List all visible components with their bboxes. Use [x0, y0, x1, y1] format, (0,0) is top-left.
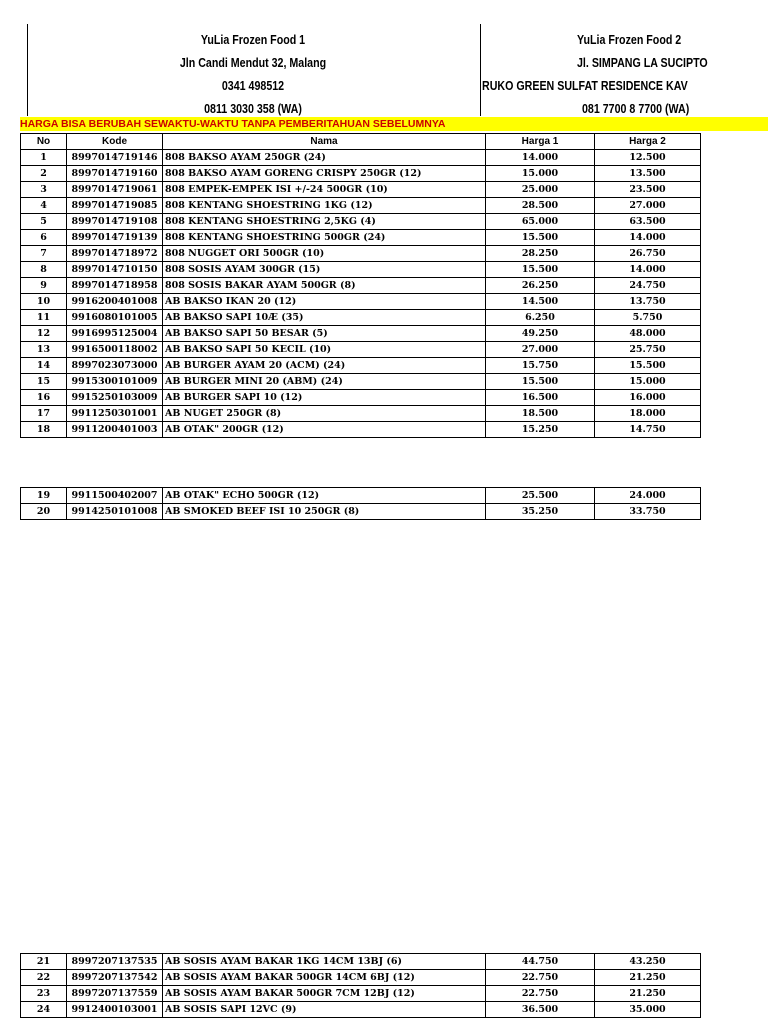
cell-no: 3 [21, 182, 67, 198]
cell-harga-1: 14.500 [486, 294, 595, 310]
table-row [21, 504, 701, 520]
cell-kode: 9916080101005 [67, 310, 163, 326]
cell-no: 7 [21, 246, 67, 262]
price-table-3 [20, 953, 701, 1018]
table-row [21, 182, 701, 198]
store-2-address-2: RUKO GREEN SULFAT RESIDENCE KAV [482, 78, 688, 93]
cell-no: 4 [21, 198, 67, 214]
cell-harga-2: 48.000 [595, 326, 701, 342]
cell-no: 22 [21, 970, 67, 986]
cell-kode: 9911250301001 [67, 406, 163, 422]
cell-harga-1: 15.500 [486, 374, 595, 390]
table-row [21, 198, 701, 214]
cell-harga-1: 26.250 [486, 278, 595, 294]
store-2-whatsapp: 081 7700 8 7700 (WA) [582, 101, 690, 116]
cell-kode: 8997207137542 [67, 970, 163, 986]
cell-no: 10 [21, 294, 67, 310]
store-2-info [482, 28, 768, 120]
cell-kode: 9916200401008 [67, 294, 163, 310]
cell-harga-2: 15.000 [595, 374, 701, 390]
cell-kode: 8997014719108 [67, 214, 163, 230]
table-row [21, 390, 701, 406]
cell-harga-2: 18.000 [595, 406, 701, 422]
cell-nama: AB BAKSO SAPI 50 KECIL (10) [163, 342, 486, 358]
cell-no: 24 [21, 1002, 67, 1018]
cell-no: 18 [21, 422, 67, 438]
table-row [21, 358, 701, 374]
cell-harga-2: 15.500 [595, 358, 701, 374]
table-header-row [21, 134, 701, 150]
cell-harga-1: 28.250 [486, 246, 595, 262]
store-1-whatsapp: 0811 3030 358 (WA) [204, 101, 302, 116]
cell-harga-1: 15.750 [486, 358, 595, 374]
cell-harga-1: 6.250 [486, 310, 595, 326]
cell-no: 20 [21, 504, 67, 520]
table-row [21, 326, 701, 342]
cell-harga-1: 15.000 [486, 166, 595, 182]
table-row [21, 294, 701, 310]
cell-nama: 808 SOSIS BAKAR AYAM 500GR (8) [163, 278, 486, 294]
cell-kode: 9915300101009 [67, 374, 163, 390]
table-row [21, 422, 701, 438]
table-row [21, 954, 701, 970]
cell-harga-1: 22.750 [486, 970, 595, 986]
cell-nama: AB SOSIS AYAM BAKAR 500GR 7CM 12BJ (12) [163, 986, 486, 1002]
cell-harga-2: 26.750 [595, 246, 701, 262]
price-table-1 [20, 133, 701, 438]
cell-no: 6 [21, 230, 67, 246]
cell-harga-1: 25.000 [486, 182, 595, 198]
cell-harga-2: 24.750 [595, 278, 701, 294]
cell-harga-1: 44.750 [486, 954, 595, 970]
cell-kode: 9911200401003 [67, 422, 163, 438]
store-1-phone: 0341 498512 [221, 78, 285, 93]
table-row [21, 342, 701, 358]
cell-harga-1: 15.500 [486, 230, 595, 246]
cell-nama: 808 NUGGET ORI 500GR (10) [163, 246, 486, 262]
cell-nama: AB OTAK" ECHO 500GR (12) [163, 488, 486, 504]
cell-nama: AB BURGER AYAM 20 (ACM) (24) [163, 358, 486, 374]
cell-nama: 808 SOSIS AYAM 300GR (15) [163, 262, 486, 278]
store-1-name: YuLia Frozen Food 1 [200, 32, 306, 47]
cell-no: 8 [21, 262, 67, 278]
letterhead [0, 24, 768, 116]
cell-kode: 8997014719146 [67, 150, 163, 166]
cell-harga-2: 13.500 [595, 166, 701, 182]
cell-harga-2: 33.750 [595, 504, 701, 520]
cell-kode: 9915250103009 [67, 390, 163, 406]
header-divider-middle [480, 24, 481, 116]
cell-harga-1: 25.500 [486, 488, 595, 504]
store-2-name: YuLia Frozen Food 2 [577, 32, 682, 47]
cell-no: 16 [21, 390, 67, 406]
price-change-notice: HARGA BISA BERUBAH SEWAKTU-WAKTU TANPA PEMBERITAHUAN SEBELUMNYA [20, 117, 768, 131]
cell-harga-1: 14.000 [486, 150, 595, 166]
cell-harga-2: 14.750 [595, 422, 701, 438]
cell-harga-1: 35.250 [486, 504, 595, 520]
cell-kode: 9912400103001 [67, 1002, 163, 1018]
cell-nama: AB NUGET 250GR (8) [163, 406, 486, 422]
cell-kode: 9911500402007 [67, 488, 163, 504]
cell-no: 9 [21, 278, 67, 294]
table-row [21, 310, 701, 326]
table-row [21, 488, 701, 504]
cell-harga-2: 21.250 [595, 986, 701, 1002]
cell-kode: 8997014718972 [67, 246, 163, 262]
cell-kode: 9914250101008 [67, 504, 163, 520]
cell-no: 17 [21, 406, 67, 422]
table-row [21, 214, 701, 230]
cell-kode: 8997023073000 [67, 358, 163, 374]
cell-nama: AB BAKSO SAPI 10Æ (35) [163, 310, 486, 326]
cell-no: 5 [21, 214, 67, 230]
cell-harga-2: 27.000 [595, 198, 701, 214]
cell-no: 2 [21, 166, 67, 182]
cell-no: 11 [21, 310, 67, 326]
cell-nama: 808 EMPEK-EMPEK ISI +/-24 500GR (10) [163, 182, 486, 198]
cell-nama: AB BURGER MINI 20 (ABM) (24) [163, 374, 486, 390]
cell-harga-2: 14.000 [595, 262, 701, 278]
cell-nama: AB SOSIS AYAM BAKAR 500GR 14CM 6BJ (12) [163, 970, 486, 986]
cell-harga-1: 15.250 [486, 422, 595, 438]
cell-harga-1: 36.500 [486, 1002, 595, 1018]
store-1-address: Jln Candi Mendut 32, Malang [179, 55, 327, 70]
price-table-2 [20, 487, 701, 520]
cell-harga-1: 16.500 [486, 390, 595, 406]
cell-nama: AB SOSIS SAPI 12VC (9) [163, 1002, 486, 1018]
cell-kode: 8997014719085 [67, 198, 163, 214]
cell-nama: AB BURGER SAPI 10 (12) [163, 390, 486, 406]
cell-kode: 8997014719139 [67, 230, 163, 246]
cell-harga-2: 25.750 [595, 342, 701, 358]
col-header-no: No [21, 134, 67, 150]
cell-harga-1: 65.000 [486, 214, 595, 230]
table-row [21, 262, 701, 278]
col-header-harga-1: Harga 1 [486, 134, 595, 150]
cell-no: 14 [21, 358, 67, 374]
table-row [21, 406, 701, 422]
cell-harga-1: 18.500 [486, 406, 595, 422]
cell-kode: 8997014719160 [67, 166, 163, 182]
cell-nama: 808 BAKSO AYAM 250GR (24) [163, 150, 486, 166]
cell-harga-2: 12.500 [595, 150, 701, 166]
cell-harga-2: 16.000 [595, 390, 701, 406]
cell-kode: 8997207137535 [67, 954, 163, 970]
cell-harga-2: 24.000 [595, 488, 701, 504]
cell-harga-2: 43.250 [595, 954, 701, 970]
table-row [21, 970, 701, 986]
cell-nama: AB OTAK" 200GR (12) [163, 422, 486, 438]
col-header-kode: Kode [67, 134, 163, 150]
table-row [21, 278, 701, 294]
cell-harga-2: 13.750 [595, 294, 701, 310]
cell-harga-1: 49.250 [486, 326, 595, 342]
table-row [21, 150, 701, 166]
cell-kode: 8997014710150 [67, 262, 163, 278]
table-row [21, 246, 701, 262]
cell-kode: 9916995125004 [67, 326, 163, 342]
cell-no: 1 [21, 150, 67, 166]
cell-nama: 808 BAKSO AYAM GORENG CRISPY 250GR (12) [163, 166, 486, 182]
cell-harga-2: 35.000 [595, 1002, 701, 1018]
table-row [21, 230, 701, 246]
cell-kode: 8997014718958 [67, 278, 163, 294]
cell-harga-2: 63.500 [595, 214, 701, 230]
table-row [21, 986, 701, 1002]
cell-harga-2: 5.750 [595, 310, 701, 326]
cell-kode: 8997014719061 [67, 182, 163, 198]
table-row [21, 1002, 701, 1018]
cell-harga-2: 23.500 [595, 182, 701, 198]
table-row [21, 374, 701, 390]
cell-nama: AB SMOKED BEEF ISI 10 250GR (8) [163, 504, 486, 520]
cell-nama: AB BAKSO SAPI 50 BESAR (5) [163, 326, 486, 342]
cell-kode: 9916500118002 [67, 342, 163, 358]
cell-harga-1: 15.500 [486, 262, 595, 278]
cell-nama: AB SOSIS AYAM BAKAR 1KG 14CM 13BJ (6) [163, 954, 486, 970]
cell-no: 21 [21, 954, 67, 970]
store-2-address: Jl. SIMPANG LA SUCIPTO [577, 55, 708, 70]
cell-nama: 808 KENTANG SHOESTRING 1KG (12) [163, 198, 486, 214]
cell-nama: 808 KENTANG SHOESTRING 2,5KG (4) [163, 214, 486, 230]
cell-kode: 8997207137559 [67, 986, 163, 1002]
cell-nama: AB BAKSO IKAN 20 (12) [163, 294, 486, 310]
cell-harga-1: 22.750 [486, 986, 595, 1002]
col-header-nama: Nama [163, 134, 486, 150]
cell-harga-1: 28.500 [486, 198, 595, 214]
cell-no: 13 [21, 342, 67, 358]
cell-no: 15 [21, 374, 67, 390]
cell-no: 23 [21, 986, 67, 1002]
cell-no: 19 [21, 488, 67, 504]
cell-no: 12 [21, 326, 67, 342]
store-1-info [28, 28, 478, 120]
cell-nama: 808 KENTANG SHOESTRING 500GR (24) [163, 230, 486, 246]
cell-harga-1: 27.000 [486, 342, 595, 358]
cell-harga-2: 21.250 [595, 970, 701, 986]
col-header-harga-2: Harga 2 [595, 134, 701, 150]
table-row [21, 166, 701, 182]
cell-harga-2: 14.000 [595, 230, 701, 246]
